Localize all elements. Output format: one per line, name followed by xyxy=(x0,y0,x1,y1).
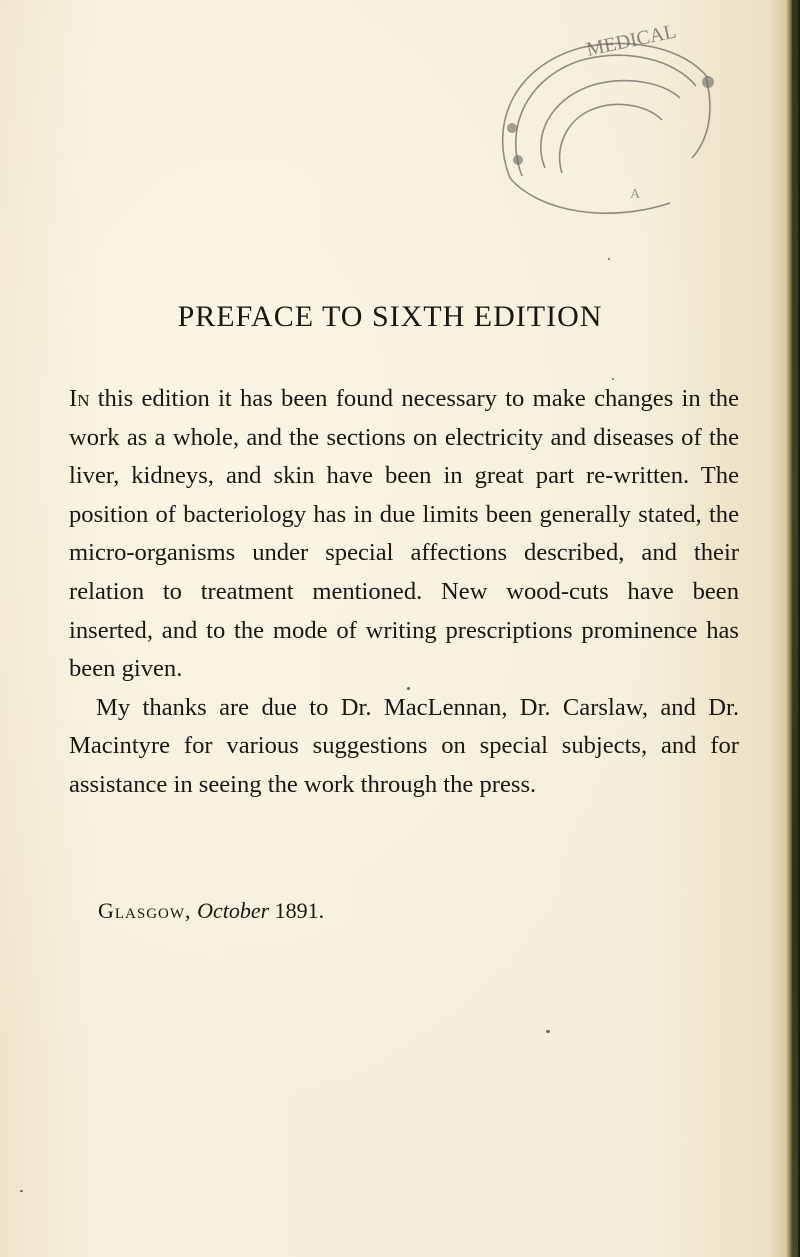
paper-speck xyxy=(407,687,410,690)
paper-speck xyxy=(546,1030,550,1033)
paper-speck xyxy=(20,1190,23,1192)
signature-place: Glasgow, xyxy=(98,898,192,923)
binding-cloth-edge xyxy=(792,0,798,1257)
preface-paragraph-2: My thanks are due to Dr. MacLennan, Dr. Carslaw, and Dr. Macintyre for various suggestions on special subjects, and for assistance in seeing the work through the press. xyxy=(69,693,739,798)
stamp-inner-letters: A xyxy=(630,187,641,202)
preface-body xyxy=(69,380,739,805)
signature-line xyxy=(98,898,324,924)
signature-month: October xyxy=(197,898,270,923)
paper-speck xyxy=(612,378,614,380)
paragraph-1-text: this edition it has been found necessary to make changes in the work as a whole, and the sections on electricity and diseases of the liver, kidneys, and skin have been in great part re-written. The position of bacteriology has in due limits been generally stated, the micro-organisms under special affections described, and their relation to treatment mentioned. New wood-cuts have been inserted, and to the mode of writing prescriptions prominence has been given. xyxy=(69,385,739,683)
paper-speck xyxy=(608,258,610,260)
paragraph-lead-word: In xyxy=(69,385,90,412)
library-stamp-seal xyxy=(470,8,720,228)
preface-title: PREFACE TO SIXTH EDITION xyxy=(177,300,603,333)
stamp-text: MEDICAL xyxy=(584,20,679,61)
signature-year: 1891. xyxy=(274,898,325,923)
preface-paragraph-1 xyxy=(69,380,739,689)
